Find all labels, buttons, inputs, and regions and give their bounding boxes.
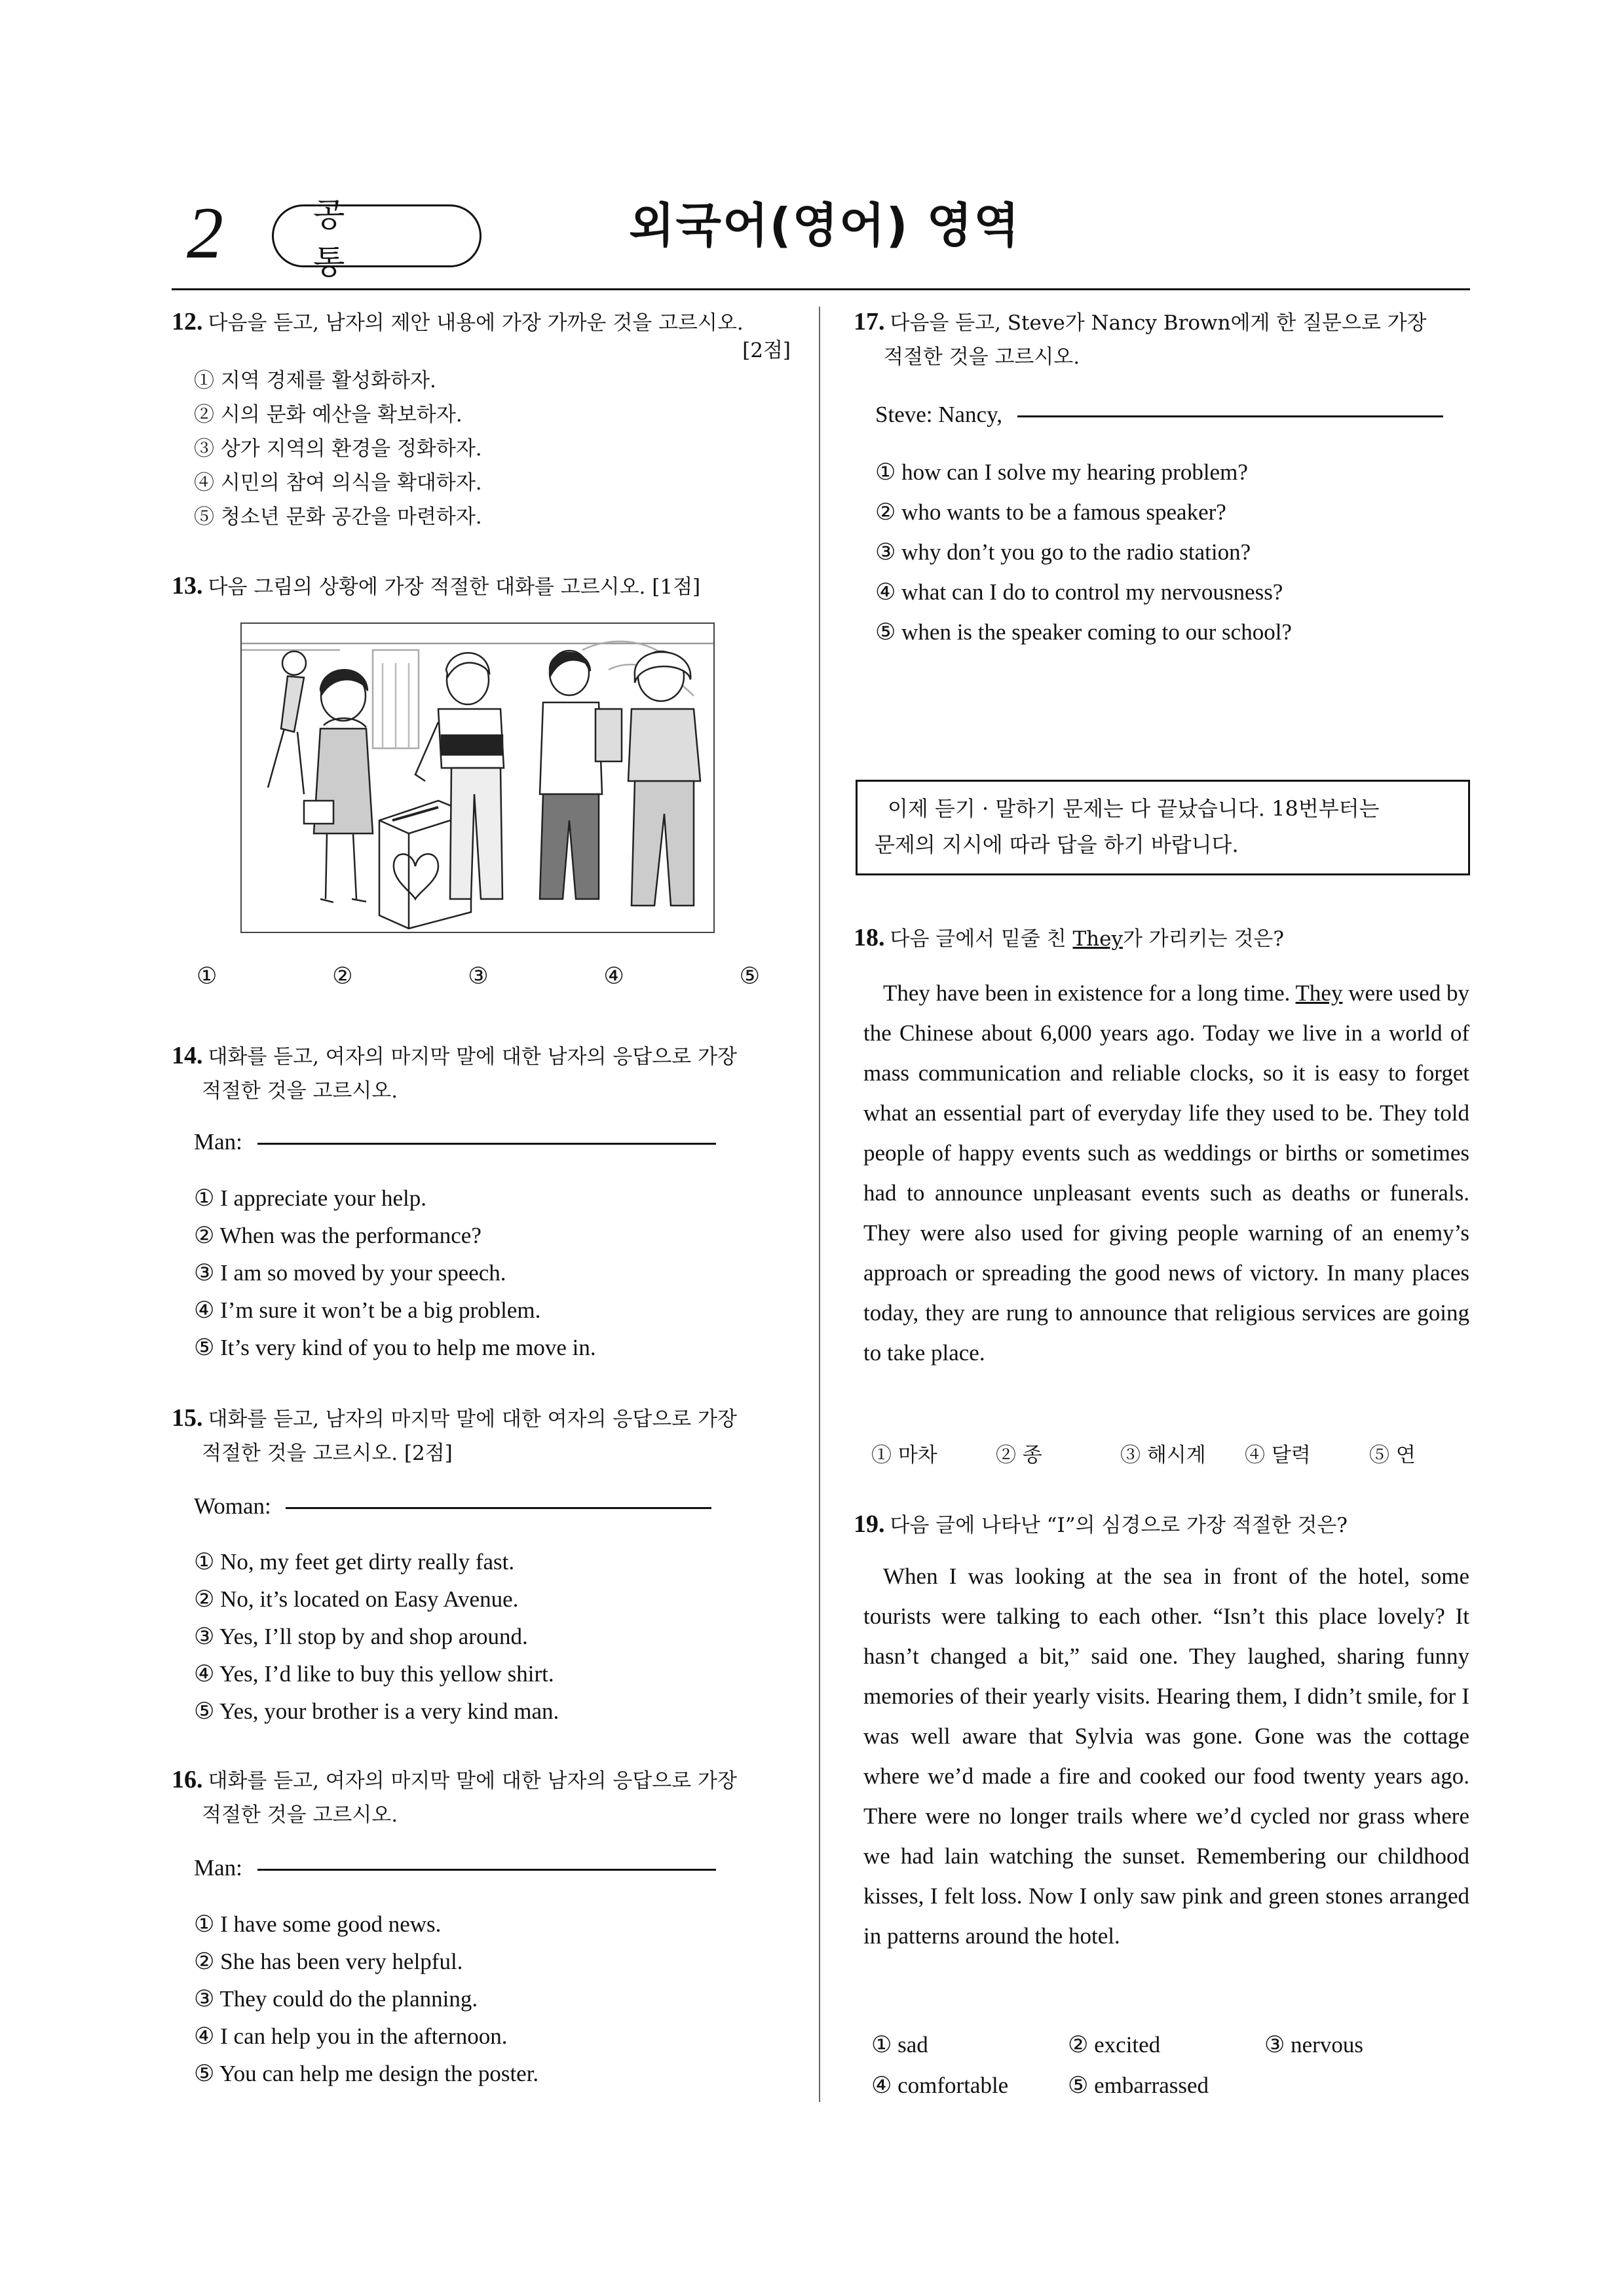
- option[interactable]: ② 시의 문화 예산을 확보하자.: [194, 403, 463, 427]
- option[interactable]: ③ why don’t you go to the radio station?: [875, 539, 1251, 565]
- option[interactable]: ① I have some good news.: [194, 1911, 442, 1937]
- question-prompt-cont: 적절한 것을 고르시오.: [202, 1803, 398, 1827]
- option[interactable]: ② No, it’s located on Easy Avenue.: [194, 1586, 519, 1612]
- option[interactable]: ④ what can I do to control my nervousness?: [875, 579, 1283, 605]
- question-prompt: 다음 그림의 상황에 가장 적절한 대화를 고르시오. [1점]: [208, 575, 701, 599]
- question-13: [172, 569, 700, 604]
- picture-option[interactable]: ①: [197, 963, 217, 989]
- question-prompt-cont: 적절한 것을 고르시오. [2점]: [202, 1442, 453, 1465]
- option[interactable]: ② excited: [1068, 2032, 1161, 2057]
- illustration-svg: [242, 624, 713, 932]
- option[interactable]: ① I appreciate your help.: [194, 1185, 426, 1211]
- question-prompt: 다음을 듣고, 남자의 제안 내용에 가장 가까운 것을 고르시오.: [208, 311, 744, 335]
- option[interactable]: ① 지역 경제를 활성화하자.: [194, 369, 436, 392]
- option[interactable]: ① how can I solve my hearing problem?: [875, 459, 1248, 485]
- option[interactable]: ③ 상가 지역의 환경을 정화하자.: [194, 437, 482, 461]
- option[interactable]: ⑤ You can help me design the poster.: [194, 2061, 539, 2086]
- page-number: 2: [187, 193, 223, 274]
- page-title: 외국어(영어) 영역: [629, 198, 1021, 253]
- q14-options: [194, 1179, 596, 1366]
- question-number: 13.: [172, 572, 203, 600]
- option[interactable]: ① No, my feet get dirty really fast.: [194, 1549, 515, 1575]
- q18-options: [871, 1438, 1461, 1468]
- question-number: 16.: [172, 1766, 203, 1793]
- picture-option[interactable]: ②: [332, 963, 353, 989]
- option[interactable]: ⑤ 청소년 문화 공간을 마련하자.: [194, 505, 482, 529]
- question-prompt: 대화를 듣고, 여자의 마지막 말에 대한 남자의 응답으로 가장: [208, 1769, 737, 1793]
- speaker-label: Man:: [194, 1129, 242, 1155]
- question-12: [172, 305, 791, 368]
- option[interactable]: ④ Yes, I’d like to buy this yellow shirt.: [194, 1661, 554, 1687]
- column-divider: [819, 307, 820, 2102]
- option[interactable]: ② 종: [996, 1444, 1042, 1467]
- speaker-label: Woman:: [194, 1493, 271, 1519]
- q17-options: [875, 452, 1292, 652]
- question-prompt: 다음을 듣고, Steve가 Nancy Brown에게 한 질문으로 가장: [890, 311, 1427, 335]
- q19-options: [871, 2025, 1461, 2106]
- option[interactable]: ③ 해시계: [1120, 1444, 1206, 1467]
- notice-line: 문제의 지시에 따라 답을 하기 바랍니다.: [875, 832, 1239, 857]
- question-prompt-cont: 가 가리키는 것은?: [1123, 927, 1284, 951]
- underlined-word: They: [1072, 927, 1123, 951]
- speaker-label: Steve: Nancy,: [875, 402, 1003, 427]
- question-15: [172, 1401, 801, 1470]
- question-prompt: 다음 글에 나타난 “I”의 심경으로 가장 적절한 것은?: [890, 1514, 1348, 1537]
- q18-passage: [863, 973, 1469, 1373]
- question-17: [854, 305, 1476, 374]
- question-number: 18.: [854, 924, 885, 951]
- option[interactable]: ② When was the performance?: [194, 1223, 482, 1248]
- question-number: 15.: [172, 1404, 203, 1432]
- speaker-label: Man:: [194, 1855, 242, 1881]
- option[interactable]: ① sad: [871, 2032, 928, 2057]
- question-14: [172, 1039, 801, 1108]
- q12-options: [194, 364, 482, 534]
- illustration-people-donation-box: [240, 622, 715, 933]
- option[interactable]: ⑤ Yes, your brother is a very kind man.: [194, 1698, 559, 1724]
- section-notice-box: [856, 780, 1470, 875]
- option[interactable]: ④ 달력: [1245, 1444, 1311, 1467]
- answer-blank: [1017, 415, 1443, 417]
- option[interactable]: ④ I’m sure it won’t be a big problem.: [194, 1297, 541, 1323]
- question-number: 19.: [854, 1510, 885, 1538]
- q14-answer-line: [194, 1123, 716, 1160]
- option[interactable]: ② who wants to be a famous speaker?: [875, 499, 1226, 525]
- option[interactable]: ② She has been very helpful.: [194, 1949, 463, 1974]
- q15-options: [194, 1543, 559, 1730]
- option[interactable]: ① 마차: [871, 1444, 937, 1467]
- answer-blank: [286, 1507, 711, 1509]
- passage-text: were used by the Chinese about 6,000 years ago. Today we live in a world of mass communication and reliable clocks, so it is easy to forget what an essential part of everyday life they used to be. They told people of happy events such as weddings or births or sometimes had to announce unpleasant events such as deaths or funerals. They were also used for giving people warning of an enemy’s approach or spreading the good news of victory. In many places today, they are rung to announce that religious services are going to take place.: [863, 980, 1469, 1366]
- option[interactable]: ③ I am so moved by your speech.: [194, 1260, 506, 1286]
- option[interactable]: ⑤ 연: [1369, 1444, 1416, 1467]
- option[interactable]: ⑤ It’s very kind of you to help me move in.: [194, 1335, 596, 1360]
- option[interactable]: ④ comfortable: [871, 2073, 1009, 2098]
- question-number: 12.: [172, 308, 203, 335]
- question-prompt: 대화를 듣고, 남자의 마지막 말에 대한 여자의 응답으로 가장: [208, 1407, 737, 1431]
- picture-option[interactable]: ④: [603, 963, 624, 989]
- section-pill: 공 통: [272, 204, 482, 267]
- q16-options: [194, 1905, 538, 2092]
- question-18: [854, 921, 1284, 956]
- q16-answer-line: [194, 1849, 716, 1886]
- answer-blank: [257, 1143, 716, 1145]
- header-rule: [172, 288, 1470, 290]
- points-label: [2점]: [742, 339, 791, 362]
- passage-text: They have been in existence for a long time.: [883, 980, 1296, 1006]
- question-prompt-cont: 적절한 것을 고르시오.: [202, 1079, 398, 1103]
- q17-answer-line: [875, 396, 1443, 433]
- q19-passage: When I was looking at the sea in front of the hotel, some tourists were talking to each other. “Isn’t this place lovely? It hasn’t changed a bit,” said one. They laughed, sharing funny memories of their yearly visits. Hearing them, I didn’t smile, for I was well aware that Sylvia was gone. Gone was the cottage where we’d made a fire and cooked our food twenty years ago. There were no longer trails where we’d cycled nor grass where we had lain watching the sunset. Remembering our childhood kisses, I felt loss. Now I only saw pink and green stones arranged in patterns around the hotel.: [863, 1563, 1469, 1949]
- question-prompt: 다음 글에서 밑줄 친: [890, 927, 1073, 951]
- option[interactable]: ③ Yes, I’ll stop by and shop around.: [194, 1624, 528, 1649]
- picture-option-labels: [197, 963, 760, 989]
- question-number: 17.: [854, 308, 885, 335]
- question-19: [854, 1507, 1348, 1542]
- q15-answer-line: [194, 1487, 711, 1525]
- question-number: 14.: [172, 1042, 203, 1069]
- question-prompt: 대화를 듣고, 여자의 마지막 말에 대한 남자의 응답으로 가장: [208, 1045, 737, 1069]
- question-16: [172, 1763, 801, 1832]
- picture-option[interactable]: ③: [468, 963, 489, 989]
- answer-blank: [257, 1869, 716, 1871]
- option[interactable]: ④ I can help you in the afternoon.: [194, 2023, 508, 2049]
- underlined-word: They: [1295, 980, 1343, 1006]
- option[interactable]: ⑤ when is the speaker coming to our school?: [875, 619, 1292, 645]
- option[interactable]: ③ nervous: [1264, 2032, 1363, 2057]
- picture-option[interactable]: ⑤: [739, 963, 760, 989]
- option[interactable]: ④ 시민의 참여 의식을 확대하자.: [194, 471, 482, 495]
- question-prompt-cont: 적절한 것을 고르시오.: [884, 345, 1080, 369]
- notice-line: 이제 듣기 · 말하기 문제는 다 끝났습니다. 18번부터는: [888, 796, 1380, 821]
- option[interactable]: ③ They could do the planning.: [194, 1986, 478, 2012]
- option[interactable]: ⑤ embarrassed: [1068, 2073, 1209, 2098]
